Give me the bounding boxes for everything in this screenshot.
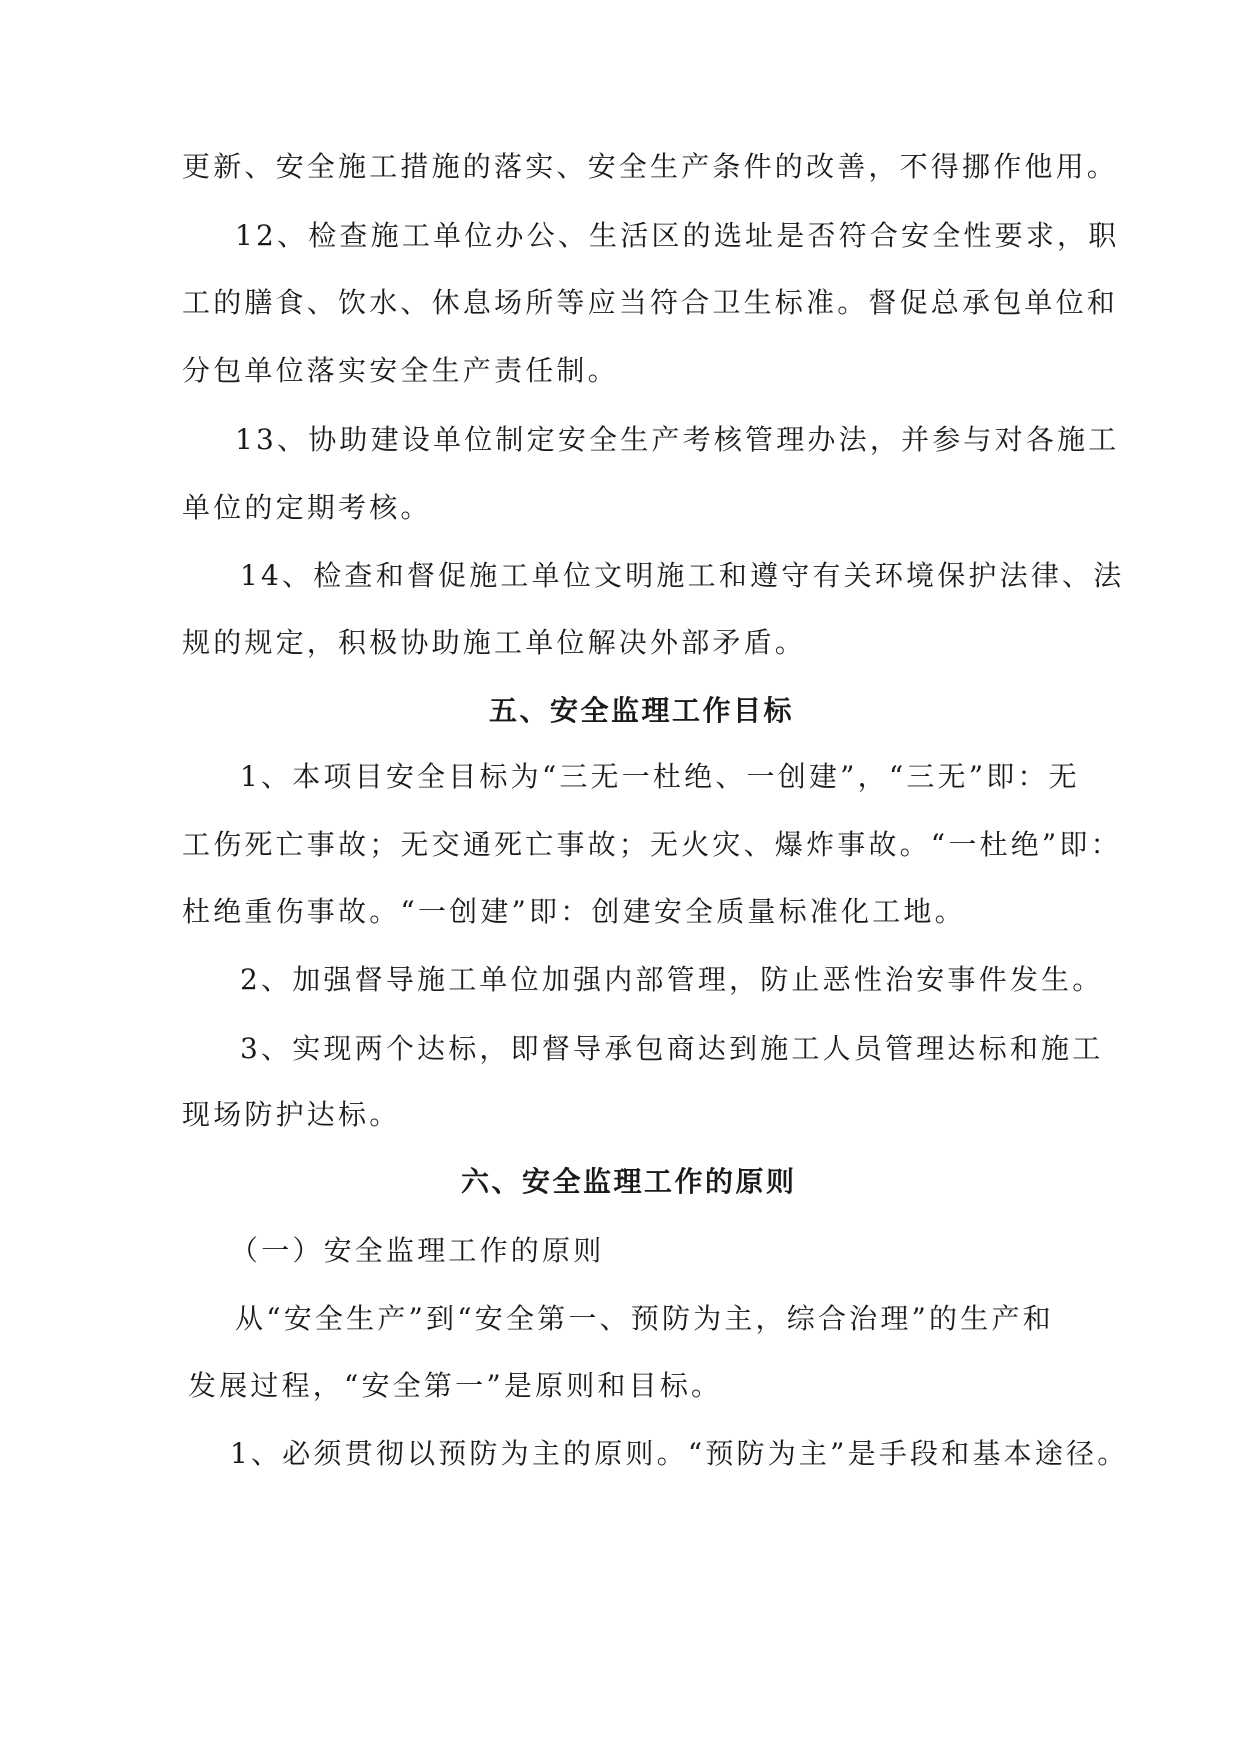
section-heading: 六、安全监理工作的原则 <box>461 1165 797 1198</box>
paragraph-line: 1、本项目安全目标为“三无一杜绝、一创建”，“三无”即：无 <box>240 760 1080 793</box>
paragraph-line: 14、检查和督促施工单位文明施工和遵守有关环境保护法律、法 <box>240 559 1125 592</box>
paragraph-line: 发展过程，“安全第一”是原则和目标。 <box>188 1369 723 1402</box>
subsection-heading: （一）安全监理工作的原则 <box>230 1234 605 1267</box>
paragraph-line: 12、检查施工单位办公、生活区的选址是否符合安全性要求，职 <box>235 219 1120 252</box>
paragraph-line: 从“安全生产”到“安全第一、预防为主，综合治理”的生产和 <box>235 1302 1054 1335</box>
paragraph-line: 分包单位落实安全生产责任制。 <box>182 354 619 387</box>
section-heading: 五、安全监理工作目标 <box>489 694 795 727</box>
paragraph-line: 2、加强督导施工单位加强内部管理，防止恶性治安事件发生。 <box>240 963 1104 996</box>
paragraph-line: 工的膳食、饮水、休息场所等应当符合卫生标准。督促总承包单位和 <box>182 286 1119 319</box>
paragraph-line: 13、协助建设单位制定安全生产考核管理办法，并参与对各施工 <box>235 423 1120 456</box>
paragraph-line: 更新、安全施工措施的落实、安全生产条件的改善，不得挪作他用。 <box>182 150 1119 183</box>
paragraph-line: 规的规定，积极协助施工单位解决外部矛盾。 <box>182 626 807 659</box>
paragraph-line: 现场防护达标。 <box>182 1098 401 1131</box>
paragraph-line: 3、实现两个达标，即督导承包商达到施工人员管理达标和施工 <box>240 1032 1104 1065</box>
paragraph-line: 1、必须贯彻以预防为主的原则。“预防为主”是手段和基本途径。 <box>230 1437 1129 1470</box>
paragraph-line: 单位的定期考核。 <box>182 491 432 524</box>
paragraph-line: 杜绝重伤事故。“一创建”即：创建安全质量标准化工地。 <box>182 895 966 928</box>
paragraph-line: 工伤死亡事故；无交通死亡事故；无火灾、爆炸事故。“一杜绝”即： <box>182 828 1122 861</box>
